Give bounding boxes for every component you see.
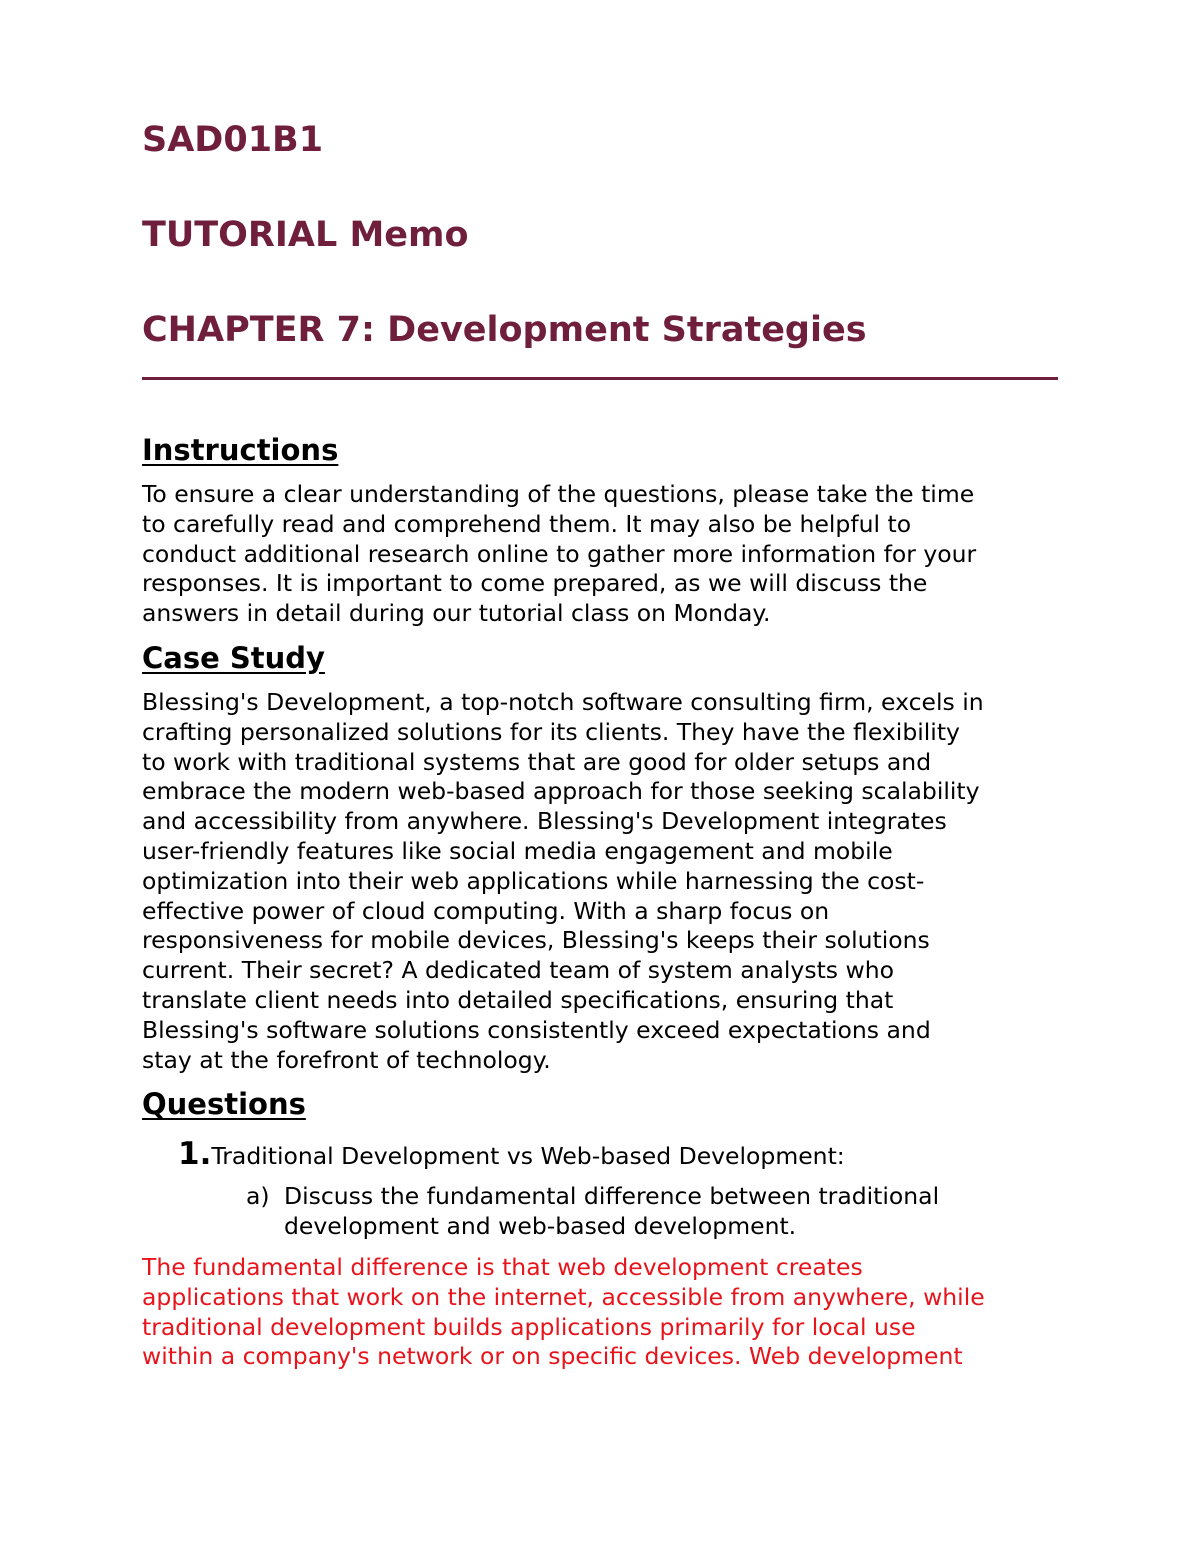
case-study-line: Blessing's Development, a top-notch software consulting firm, excels in (142, 688, 984, 716)
sub-question-line: Discuss the fundamental difference between traditional (284, 1182, 940, 1210)
answer-line: within a company's network or on specific devices. Web development (142, 1342, 963, 1371)
chapter-title: CHAPTER 7: Development Strategies (142, 310, 867, 350)
answer-paragraph (142, 1253, 1082, 1372)
case-study-line: user-friendly features like social media engagement and mobile (142, 836, 893, 865)
case-study-line: effective power of cloud computing. With a sharp focus on (142, 896, 830, 925)
case-study-heading: Case Study (142, 641, 325, 675)
instructions-line: answers in detail during our tutorial class on Monday. (142, 599, 771, 628)
case-study-line: translate client needs into detailed specifications, ensuring that (142, 985, 894, 1014)
case-study-line: and accessibility from anywhere. Blessing's Development integrates (142, 807, 947, 836)
case-study-paragraph (142, 688, 1082, 1075)
case-study-line: to work with traditional systems that are good for older setups and (142, 747, 932, 776)
course-code-title: SAD01B1 (142, 120, 324, 160)
sub-question-label: a) (246, 1182, 270, 1210)
sub-question-line: development and web-based development. (284, 1211, 797, 1240)
case-study-line: embrace the modern web-based approach for those seeking scalability (142, 777, 980, 806)
instructions-line: To ensure a clear understanding of the questions, please take the time (142, 480, 975, 508)
title-divider (142, 377, 1058, 380)
questions-heading: Questions (142, 1087, 306, 1121)
case-study-line: stay at the forefront of technology. (142, 1045, 551, 1074)
memo-title: TUTORIAL Memo (142, 215, 469, 255)
question-text: Traditional Development vs Web-based Development: (211, 1142, 845, 1170)
instructions-line: to carefully read and comprehend them. It may also be helpful to (142, 509, 912, 538)
question-number: 1. (178, 1136, 212, 1172)
case-study-line: crafting personalized solutions for its clients. They have the flexibility (142, 717, 960, 746)
instructions-line: responses. It is important to come prepared, as we will discuss the (142, 569, 928, 598)
sub-question-text (284, 1182, 939, 1242)
instructions-heading: Instructions (142, 433, 339, 467)
question-item (178, 1138, 845, 1172)
case-study-line: current. Their secret? A dedicated team of system analysts who (142, 956, 894, 985)
case-study-line: responsiveness for mobile devices, Blessing's keeps their solutions (142, 926, 930, 955)
answer-line: traditional development builds applications primarily for local use (142, 1312, 916, 1341)
case-study-line: Blessing's software solutions consistently exceed expectations and (142, 1015, 931, 1044)
answer-line: applications that work on the internet, accessible from anywhere, while (142, 1282, 985, 1311)
case-study-line: optimization into their web applications while harnessing the cost- (142, 866, 925, 895)
answer-line: The fundamental difference is that web development creates (142, 1253, 863, 1281)
instructions-paragraph (142, 480, 1082, 629)
instructions-line: conduct additional research online to gather more information for your (142, 539, 977, 568)
